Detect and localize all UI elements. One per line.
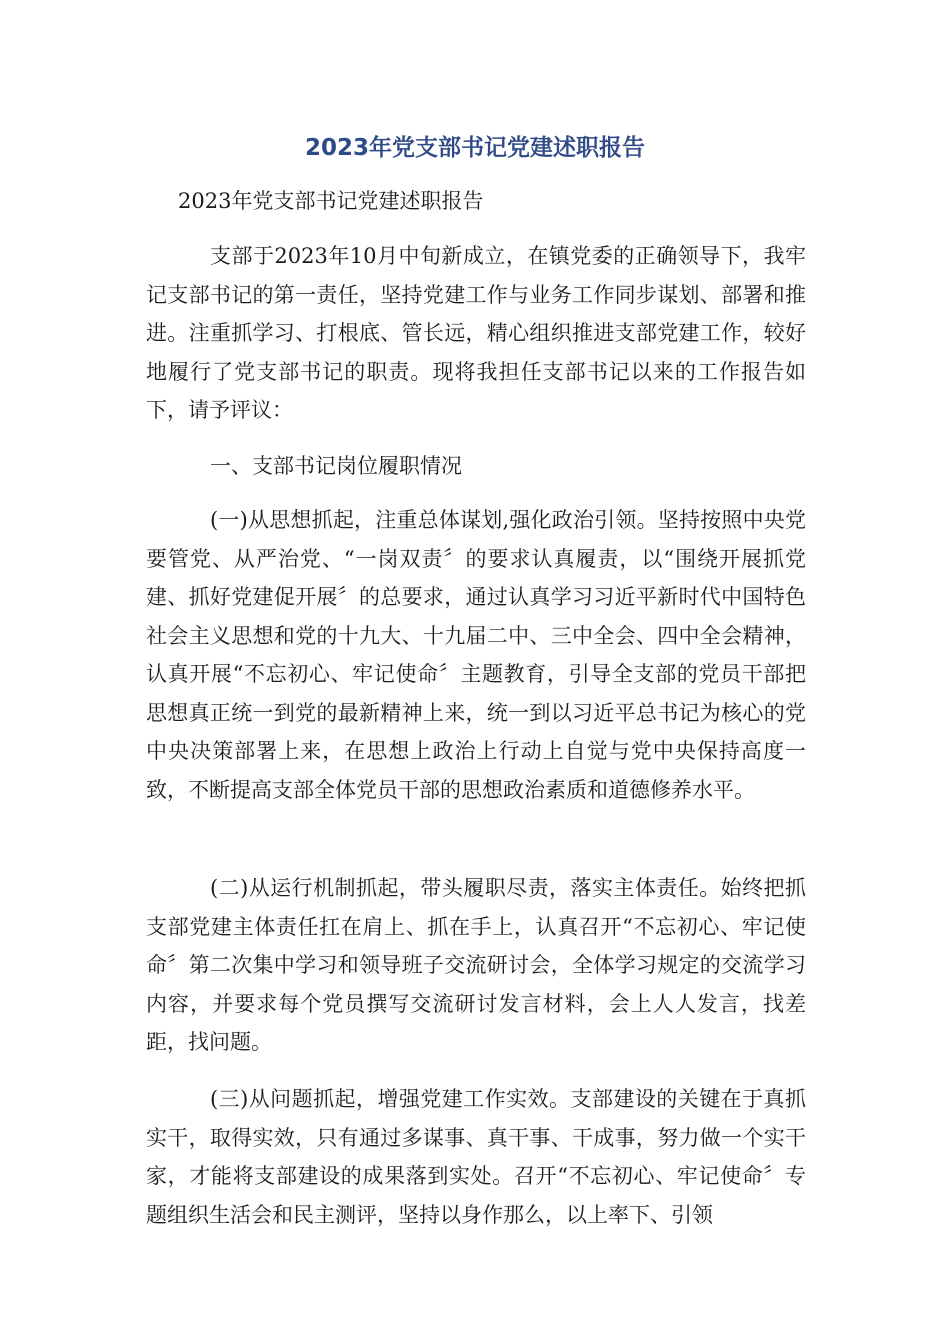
paragraph-item-3: (三)从问题抓起，增强党建工作实效。支部建设的关键在于真抓实干，取得实效，只有通过多谋事、真干事、干成事，努力做一个实干家，才能将支部建设的成果落到实处。召开“不忘初心、牢记使命〞专题组织生活会和民主测评，坚持以身作那么，以上率下、引领: [146, 1087, 806, 1227]
paragraph-item-2: (二)从运行机制抓起，带头履职尽责，落实主体责任。始终把抓支部党建主体责任扛在肩上、抓在手上，认真召开“不忘初心、牢记使命〞第二次集中学习和领导班子交流研讨会，全体学习规定的交流学习内容，并要求每个党员撰写交流研讨发言材料，会上人人发言，找差距，找问题。: [146, 876, 806, 1054]
paragraph-intro: 支部于2023年10月中旬新成立，在镇党委的正确领导下，我牢记支部书记的第一责任，坚持党建工作与业务工作同步谋划、部署和推进。注重抓学习、打根底、管长远，精心组织推进支部党建工作，较好地履行了党支部书记的职责。现将我担任支部书记以来的工作报告如下，请予评议：: [146, 244, 806, 422]
paragraph-item-1: (一)从思想抓起，注重总体谋划,强化政治引领。坚持按照中央党要管党、从严治党、“一岗双责〞的要求认真履责，以“围绕开展抓党建、抓好党建促开展〞的总要求，通过认真学习习近平新时代中国特色社会主义思想和党的十九大、十九届二中、三中全会、四中全会精神，认真开展“不忘初心、牢记使命〞主题教育，引导全支部的党员干部把思想真正统一到党的最新精神上来，统一到以习近平总书记为核心的党中央决策部署上来，在思想上政治上行动上自觉与党中央保持高度一致，不断提高支部全体党员干部的思想政治素质和道德修养水平。: [146, 508, 806, 802]
document-title: 2023年党支部书记党建述职报告: [304, 135, 645, 161]
document-subtitle: 2023年党支部书记党建述职报告: [178, 189, 484, 213]
section-heading: 一、支部书记岗位履职情况: [210, 454, 462, 478]
